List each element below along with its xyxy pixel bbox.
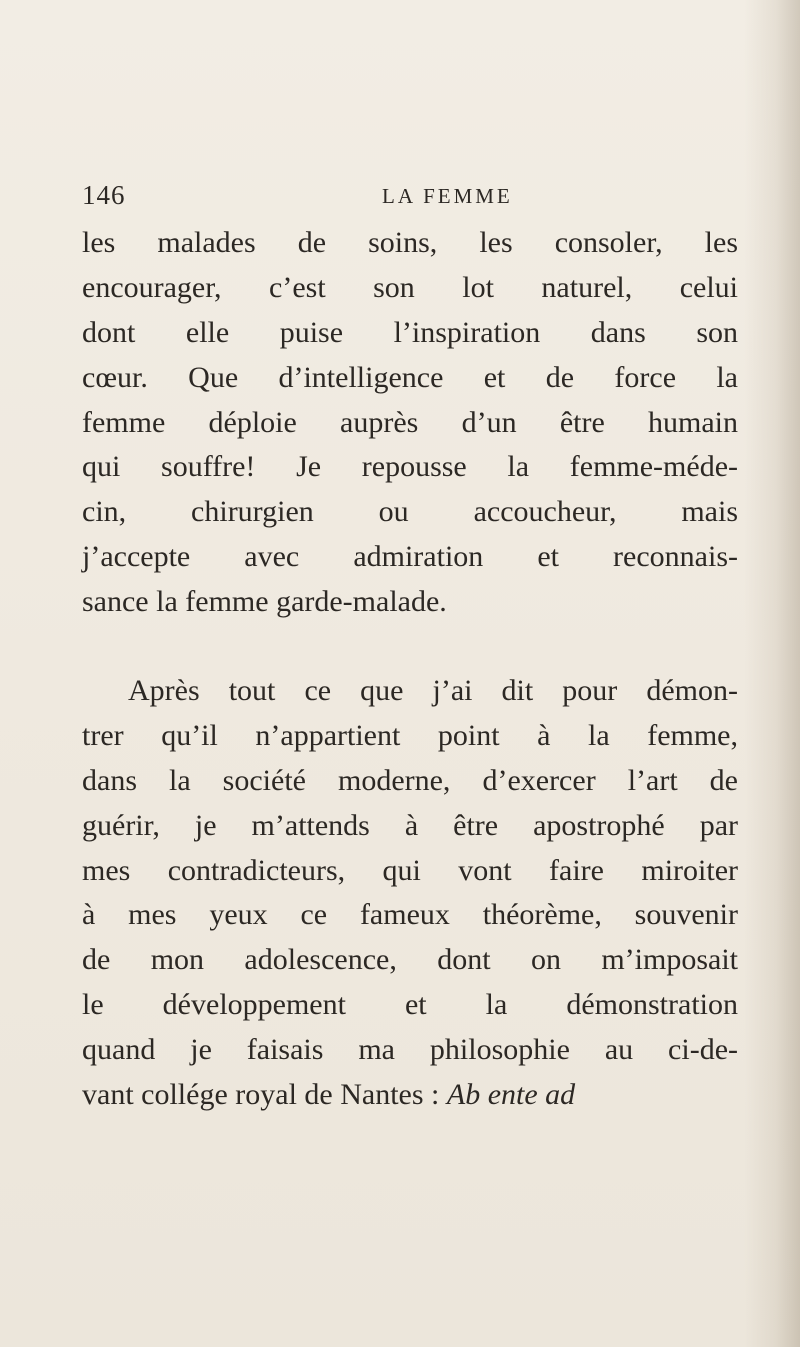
text-line: quand je faisais ma philosophie au ci-de-: [82, 1033, 738, 1067]
text-line: les malades de soins, les consoler, les: [82, 226, 738, 259]
text-line-last: [82, 1073, 738, 1118]
text-line: à mes yeux ce fameux théorème, souvenir: [82, 898, 738, 932]
text-line: dont elle puise l’inspiration dans son: [82, 315, 738, 349]
text-line: cœur. Que d’intelligence et de force la: [82, 360, 738, 394]
text-line: dans la société moderne, d’exercer l’art de: [82, 763, 738, 797]
text-line: mes contradicteurs, qui vont faire miroiter: [82, 853, 738, 887]
running-head: LA FEMME: [382, 184, 513, 208]
body-text: [82, 221, 738, 1118]
latin-phrase: Ab ente ad: [446, 1078, 576, 1112]
text-line: femme déploie auprès d’un être humain: [82, 405, 738, 439]
text-line: Après tout ce que j’ai dit pour démon-: [128, 674, 738, 708]
text-line: le développement et la démonstration: [82, 988, 738, 1022]
text-line: sance la femme garde-malade.: [82, 585, 447, 619]
text-line: de mon adolescence, dont on m’imposait: [82, 943, 738, 977]
text-line: j’accepte avec admiration et reconnais-: [82, 540, 738, 574]
text-line: encourager, c’est son lot naturel, celui: [82, 270, 738, 304]
text-line: qui souffre! Je repousse la femme-méde-: [82, 450, 738, 484]
last-line-roman: vant collége royal de Nantes :: [82, 1078, 447, 1112]
page-number: 146: [82, 180, 126, 210]
text-line: trer qu’il n’appartient point à la femme,: [82, 718, 738, 752]
paragraph-gap: [82, 625, 738, 669]
text-line: cin, chirurgien ou accoucheur, mais: [82, 495, 738, 529]
page-header: [82, 180, 722, 220]
text-line: guérir, je m’attends à être apostrophé par: [82, 808, 738, 842]
